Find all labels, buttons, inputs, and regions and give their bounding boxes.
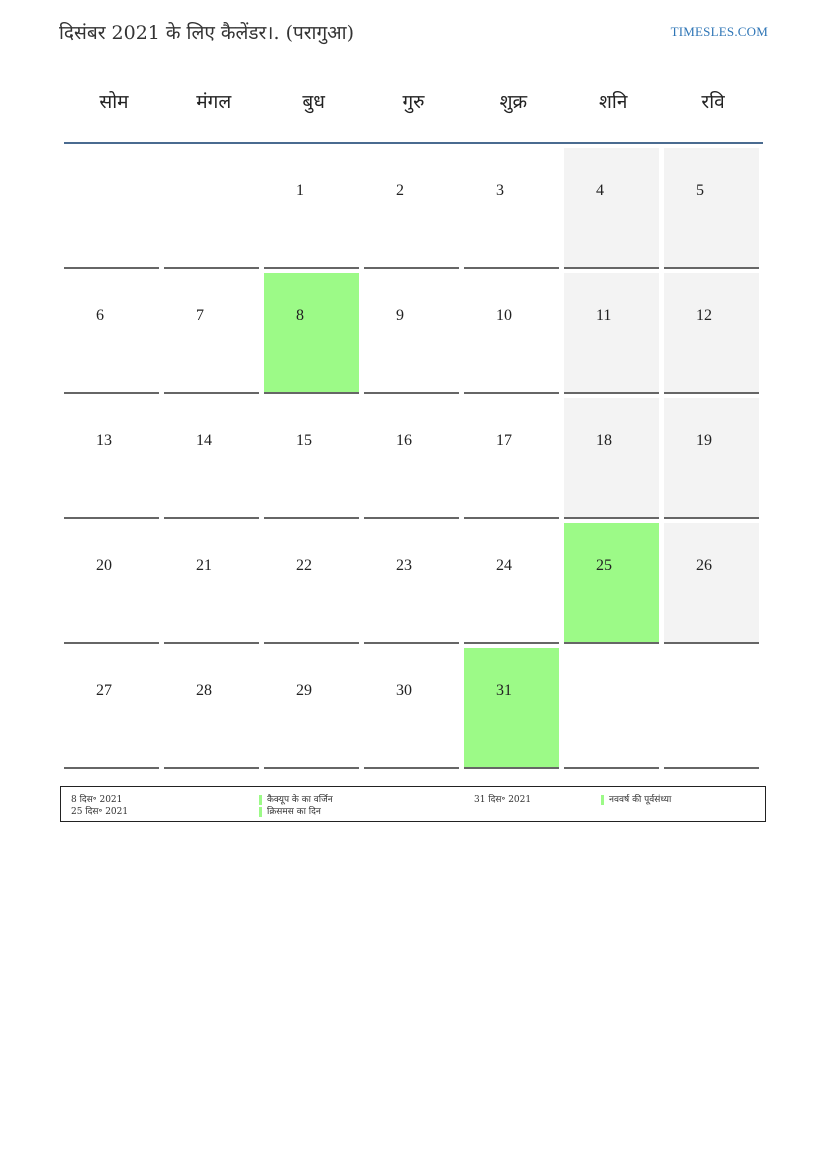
day-number: 31 (496, 682, 512, 699)
legend-holiday-name-3: नववर्ष की पूर्वसंध्या (609, 795, 672, 805)
legend-holiday-name-2: क्रिसमस का दिन (267, 807, 321, 817)
day-number: 21 (196, 557, 212, 574)
day-number: 2 (396, 182, 404, 199)
day-cell[interactable] (264, 523, 359, 644)
holiday-legend (60, 786, 766, 822)
day-cell[interactable] (664, 398, 759, 519)
holiday-marker (259, 807, 262, 817)
day-number: 23 (396, 557, 412, 574)
day-cell[interactable] (164, 648, 259, 769)
day-number: 29 (296, 682, 312, 699)
day-cell[interactable] (664, 148, 759, 269)
weekday-fri: शुक्र (499, 91, 528, 113)
day-number: 22 (296, 557, 312, 574)
day-number: 24 (496, 557, 512, 574)
day-cell[interactable] (364, 398, 459, 519)
day-number: 30 (396, 682, 412, 699)
weekday-tue: मंगल (196, 91, 232, 113)
day-cell[interactable] (264, 648, 359, 769)
day-number: 7 (196, 307, 204, 324)
day-cell[interactable] (364, 648, 459, 769)
day-number: 3 (496, 182, 504, 199)
day-number: 11 (596, 307, 612, 324)
page-title: दिसंबर 2021 के लिए कैलेंडर।. (परागुआ) (59, 22, 355, 44)
legend-holiday-3 (601, 792, 671, 805)
day-cell[interactable] (464, 398, 559, 519)
weekday-header (64, 88, 763, 122)
day-cell[interactable] (264, 148, 359, 269)
legend-holiday-name-1: कैक्यूप के का वर्जिन (267, 795, 333, 805)
day-cell[interactable] (564, 148, 659, 269)
day-cell[interactable] (164, 398, 259, 519)
day-number: 27 (96, 682, 112, 699)
legend-holiday-2 (259, 804, 321, 817)
day-cell[interactable] (364, 273, 459, 394)
day-cell[interactable] (664, 273, 759, 394)
legend-date-2: 25 दिस॰ 2021 (71, 807, 129, 817)
day-number: 17 (496, 432, 512, 449)
day-number: 1 (296, 182, 304, 199)
day-number: 12 (696, 307, 712, 324)
day-number: 6 (96, 307, 104, 324)
legend-date-1: 8 दिस॰ 2021 (71, 795, 123, 805)
day-number: 13 (96, 432, 112, 449)
day-cell[interactable] (64, 523, 159, 644)
day-cell[interactable] (64, 398, 159, 519)
holiday-marker (601, 795, 604, 805)
day-number: 25 (596, 557, 612, 574)
day-cell[interactable] (364, 523, 459, 644)
empty-day-cell (164, 148, 259, 269)
legend-date-3: 31 दिस॰ 2021 (474, 795, 532, 805)
weekday-thu: गुरु (402, 91, 425, 113)
day-cell[interactable] (264, 398, 359, 519)
day-number: 15 (296, 432, 312, 449)
day-number: 18 (596, 432, 612, 449)
day-number: 5 (696, 182, 704, 199)
day-number: 4 (596, 182, 604, 199)
day-cell[interactable] (564, 523, 659, 644)
brand-link[interactable]: TIMESLES.COM (670, 24, 768, 39)
day-number: 14 (196, 432, 212, 449)
weekday-mon: सोम (99, 91, 129, 113)
day-cell[interactable] (164, 273, 259, 394)
day-number: 16 (396, 432, 412, 449)
day-cell[interactable] (64, 648, 159, 769)
day-cell[interactable] (464, 648, 559, 769)
day-cell[interactable] (564, 273, 659, 394)
day-number: 19 (696, 432, 712, 449)
empty-day-cell (64, 148, 159, 269)
weekday-sun: रवि (701, 91, 725, 113)
weekday-wed: बुध (302, 91, 325, 113)
day-cell[interactable] (464, 148, 559, 269)
day-cell[interactable] (464, 523, 559, 644)
weekday-sat: शनि (599, 91, 628, 113)
day-cell[interactable] (164, 523, 259, 644)
empty-day-cell (564, 648, 659, 769)
day-cell[interactable] (564, 398, 659, 519)
day-number: 20 (96, 557, 112, 574)
day-cell[interactable] (364, 148, 459, 269)
header-divider (64, 142, 763, 144)
empty-day-cell (664, 648, 759, 769)
day-cell[interactable] (264, 273, 359, 394)
day-number: 9 (396, 307, 404, 324)
day-number: 28 (196, 682, 212, 699)
day-number: 8 (296, 307, 304, 324)
holiday-marker (259, 795, 262, 805)
day-number: 26 (696, 557, 712, 574)
day-cell[interactable] (464, 273, 559, 394)
day-cell[interactable] (64, 273, 159, 394)
day-number: 10 (496, 307, 512, 324)
day-cell[interactable] (664, 523, 759, 644)
calendar-grid (64, 148, 763, 769)
